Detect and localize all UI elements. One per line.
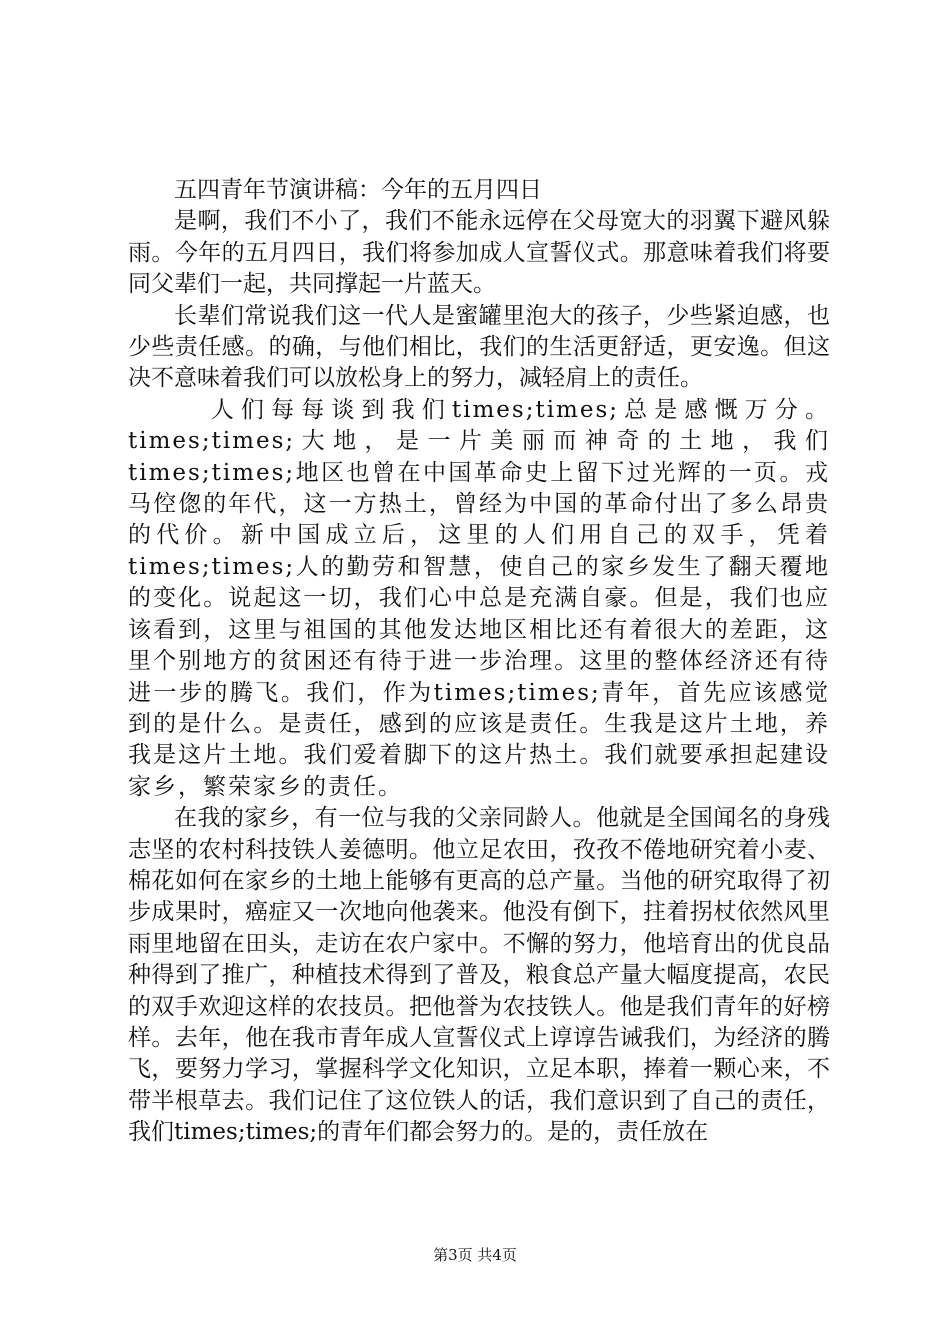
page-number: 第3页 共4页 bbox=[433, 1246, 517, 1264]
paragraph-2: 长辈们常说我们这一代人是蜜罐里泡大的孩子，少些紧迫感，也少些责任感。的确，与他们相比，我们的生活更舒适，更安逸。但这决不意味着我们可以放松身上的努力，减轻肩上的责任。 bbox=[128, 302, 830, 392]
paragraph-1: 是啊，我们不小了，我们不能永远停在父母宽大的羽翼下避风躲雨。今年的五月四日，我们将参加成人宣誓仪式。那意味着我们将要同父辈们一起，共同撑起一片蓝天。 bbox=[128, 208, 830, 298]
paragraph-4: 在我的家乡，有一位与我的父亲同龄人。他就是全国闻名的身残志坚的农村科技铁人姜德明。他立足农田，孜孜不倦地研究着小麦、棉花如何在家乡的土地上能够有更高的总产量。当他的研究取得了初步成果时，癌症又一次地向他袭来。他没有倒下，拄着拐杖依然风里雨里地留在田头，走访在农户家中。不懈的努力，他培育出的优良品种得到了推广，种植技术得到了普及，粮食总产量大幅度提高，农民的双手欢迎这样的农技员。把他誉为农技铁人。他是我们青年的好榜样。去年，他在我市青年成人宣誓仪式上谆谆告诫我们，为经济的腾飞，要努力学习，掌握科学文化知识，立足本职，捧着一颗心来，不带半根草去。我们记住了这位铁人的话，我们意识到了自己的责任，我们times;times;的青年们都会努力的。是的，责任放在 bbox=[128, 805, 830, 1146]
document-body bbox=[128, 175, 830, 1149]
document-title: 五四青年节演讲稿：今年的五月四日 bbox=[174, 177, 542, 203]
paragraph-3: 人们每每谈到我们times;times;总是感慨万分。times;times;大地，是一片美丽而神奇的土地，我们times;times;地区也曾在中国革命史上留下过光辉的一页。戎马倥偬的年代，这一方热土，曾经为中国的革命付出了多么昂贵的代价。新中国成立后，这里的人们用自己的双手，凭着times;times;人的勤劳和智慧，使自己的家乡发生了翻天覆地的变化。说起这一切，我们心中总是充满自豪。但是，我们也应该看到，这里与祖国的其他发达地区相比还有着很大的差距，这里个别地方的贫困还有待于进一步治理。这里的整体经济还有待进一步的腾飞。我们，作为times;times;青年，首先应该感觉到的是什么。是责任，感到的应该是责任。生我是这片土地，养我是这片土地。我们爱着脚下的这片热土。我们就要承担起建设家乡，繁荣家乡的责任。 bbox=[128, 396, 830, 800]
